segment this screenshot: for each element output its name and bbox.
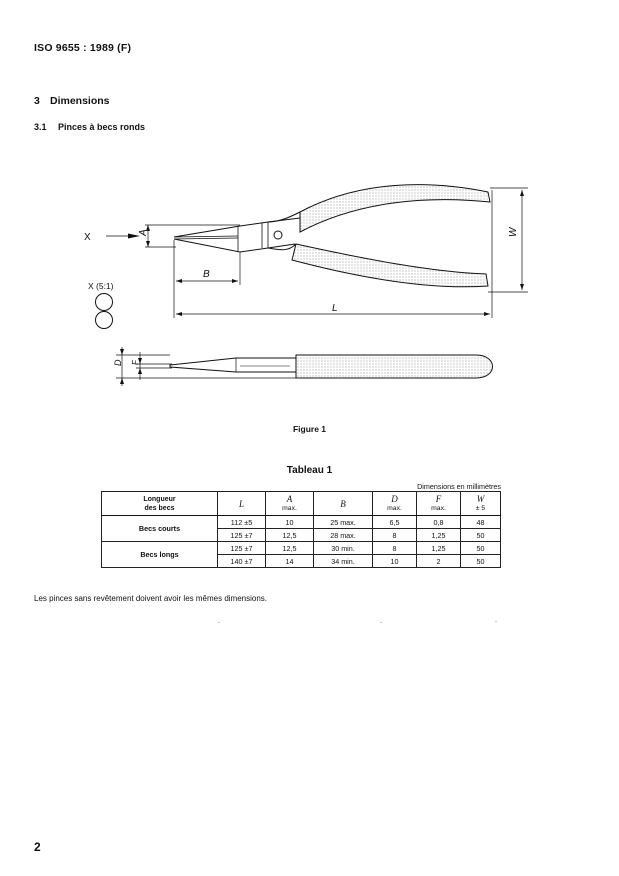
- label-f: F: [131, 360, 140, 365]
- header-col-a: [266, 492, 314, 516]
- table-cell: 2: [417, 555, 461, 568]
- group-label: Becs courts: [102, 516, 218, 542]
- header-col-l: [218, 492, 266, 516]
- header-symbol: A: [286, 494, 293, 504]
- table-cell: 48: [461, 516, 501, 529]
- header-sub: ± 5: [475, 505, 486, 512]
- label-b: B: [203, 269, 210, 280]
- figure-caption: Figure 1: [292, 424, 327, 434]
- table-cell: 28 max.: [314, 529, 373, 542]
- table-cell: 125 ±7: [218, 542, 266, 555]
- table-cell: 50: [461, 529, 501, 542]
- header-col-w: [461, 492, 501, 516]
- table-caption: Tableau 1: [286, 465, 333, 476]
- table-header-row: [102, 492, 501, 516]
- table-cell: 12,5: [266, 529, 314, 542]
- table-cell: 14: [266, 555, 314, 568]
- table-cell: 25 max.: [314, 516, 373, 529]
- table-cell: 10: [266, 516, 314, 529]
- table-cell: 8: [373, 529, 417, 542]
- label-a: A: [138, 229, 149, 236]
- pliers-side-view: [170, 355, 493, 378]
- scan-speck: [218, 622, 220, 623]
- label-w: W: [508, 227, 519, 237]
- header-col-b: [314, 492, 373, 516]
- section-title: Dimensions: [50, 95, 110, 107]
- pliers-top-view: [174, 185, 490, 287]
- table-cell: 1,25: [417, 529, 461, 542]
- scan-speck: [495, 621, 497, 622]
- detail-circles: [96, 294, 113, 329]
- table-cell: 8: [373, 542, 417, 555]
- header-col-d: [373, 492, 417, 516]
- scan-speck: [380, 622, 382, 623]
- units-note: Dimensions en millimètres: [417, 482, 501, 491]
- table-cell: 10: [373, 555, 417, 568]
- header-symbol: F: [435, 494, 442, 504]
- table-cell: 140 ±7: [218, 555, 266, 568]
- table-cell: 112 ±5: [218, 516, 266, 529]
- table-cell: 125 ±7: [218, 529, 266, 542]
- label-l: L: [332, 303, 338, 314]
- header-sub: max.: [387, 505, 402, 512]
- page-number: 2: [34, 840, 41, 854]
- label-x: X: [84, 232, 91, 243]
- dimensions-table: [101, 491, 501, 568]
- header-symbol: B: [340, 498, 346, 509]
- table-row: [102, 542, 501, 555]
- subsection-heading: [34, 122, 145, 132]
- header-symbol: W: [476, 494, 485, 504]
- header-lead-line2: des becs: [144, 504, 175, 512]
- table-cell: 50: [461, 542, 501, 555]
- table-cell: 30 min.: [314, 542, 373, 555]
- section-number: 3: [34, 95, 40, 107]
- group-label: Becs longs: [102, 542, 218, 568]
- table-row: [102, 516, 501, 529]
- header-lead: [102, 492, 218, 516]
- table-cell: 34 min.: [314, 555, 373, 568]
- header-lead-line1: Longueur: [143, 495, 176, 503]
- subsection-number: 3.1: [34, 122, 47, 132]
- dimension-lines-side: [116, 347, 296, 386]
- table-cell: 0,8: [417, 516, 461, 529]
- table-cell: 12,5: [266, 542, 314, 555]
- subsection-title: Pinces à becs ronds: [58, 122, 146, 132]
- header-sub: max.: [431, 505, 446, 512]
- document-header: ISO 9655 : 1989 (F): [34, 42, 132, 54]
- header-symbol: D: [391, 494, 398, 504]
- pliers-figure: [0, 170, 619, 410]
- label-d: D: [113, 359, 123, 366]
- table-cell: 1,25: [417, 542, 461, 555]
- table-cell: 6,5: [373, 516, 417, 529]
- label-detail: X (5:1): [88, 281, 114, 291]
- table-cell: 50: [461, 555, 501, 568]
- header-col-f: [417, 492, 461, 516]
- table-note: Les pinces sans revêtement doivent avoir les mêmes dimensions.: [34, 594, 267, 603]
- header-sub: max.: [282, 505, 297, 512]
- header-symbol: L: [238, 498, 244, 509]
- section-heading: [34, 95, 110, 107]
